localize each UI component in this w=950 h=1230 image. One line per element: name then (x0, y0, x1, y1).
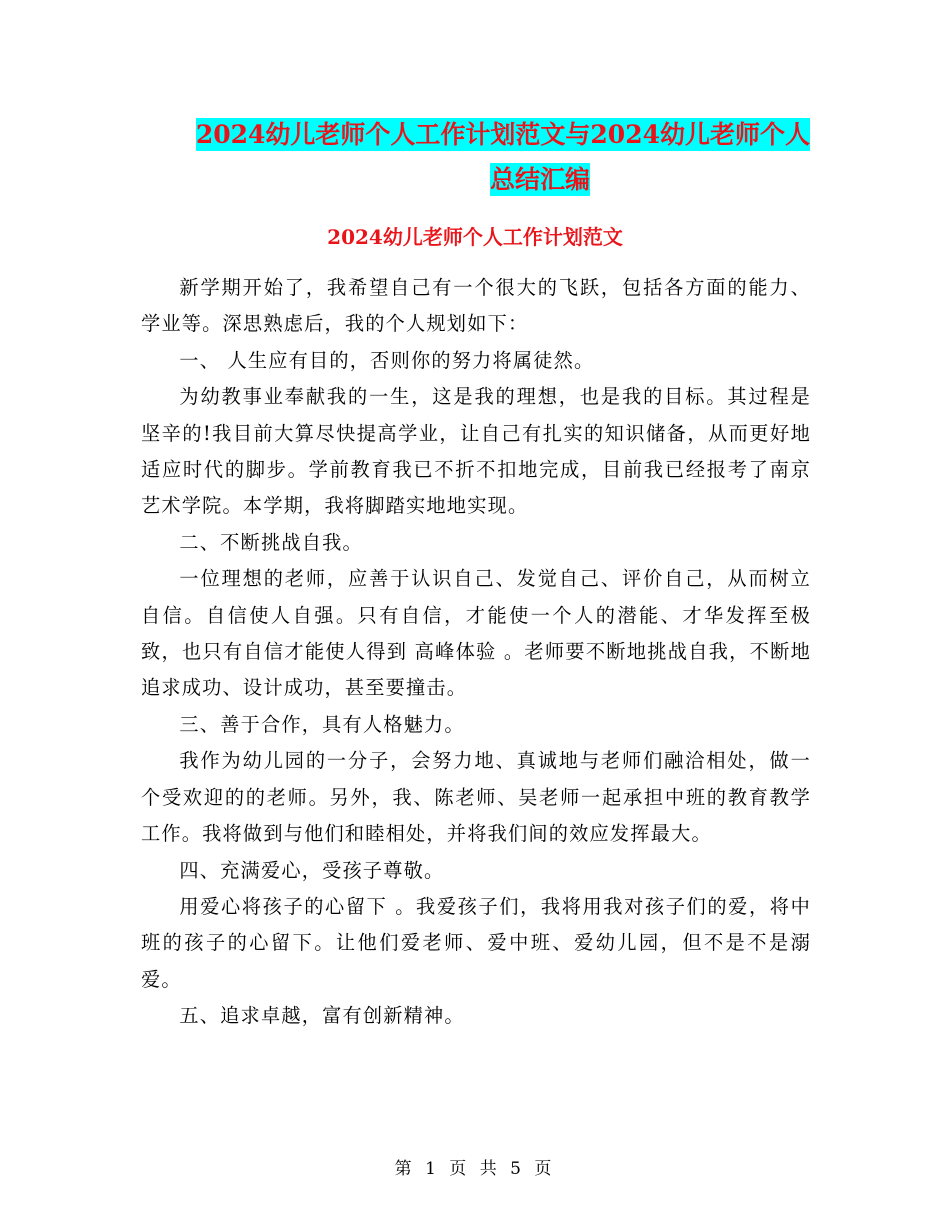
page-footer: 第 1 页 共 5 页 (394, 1159, 556, 1179)
paragraph: 我作为幼儿园的一分子，会努力地、真诚地与老师们融洽相处，做一个受欢迎的的老师。另外，我、陈老师、吴老师一起承担中班的教育教学工作。我将做到与他们和睦相处，并将我们间的效应发挥最大。 (141, 749, 811, 846)
paragraph: 五、追求卓越，富有创新精神。 (179, 1004, 465, 1028)
paragraph: 为幼教事业奉献我的一生，这是我的理想，也是我的目标。其过程是坚辛的!我目前大算尽快提高学业，让自己有扎实的知识储备，从而更好地适应时代的脚步。学前教育我已不折不扣地完成，目前我已经报考了南京艺术学院。本学期，我将脚踏实地地实现。 (141, 385, 811, 518)
title-line-1: 2024幼儿老师个人工作计划范文与2024幼儿老师个人 (195, 120, 810, 149)
paragraph: 一位理想的老师，应善于认识自己、发觉自己、评价自己，从而树立自信。自信使人自强。只有自信，才能使一个人的潜能、才华发挥至极致，也只有自信才能使人得到 高峰体验 。老师要不断地挑战自我，不断地追求成功、设计成功，甚至要撞击。 (141, 567, 811, 700)
paragraph: 三、善于合作，具有人格魅力。 (179, 712, 465, 736)
paragraph: 四、充满爱心，受孩子尊敬。 (179, 858, 445, 882)
paragraph: 二、不断挑战自我。 (179, 530, 363, 554)
paragraph: 一、 人生应有目的，否则你的努力将属徒然。 (179, 348, 595, 372)
section-title: 2024幼儿老师个人工作计划范文 (327, 225, 623, 249)
paragraph: 用爱心将孩子的心留下 。我爱孩子们，我将用我对孩子们的爱，将中班的孩子的心留下。让他们爱老师、爱中班、爱幼儿园，但不是不是溺爱。 (141, 894, 811, 991)
document-title (140, 112, 810, 202)
paragraph: 新学期开始了，我希望自己有一个很大的飞跃，包括各方面的能力、学业等。深思熟虑后，我的个人规划如下： (141, 276, 811, 336)
title-line-2: 总结汇编 (489, 165, 590, 194)
body-text (141, 270, 811, 1035)
